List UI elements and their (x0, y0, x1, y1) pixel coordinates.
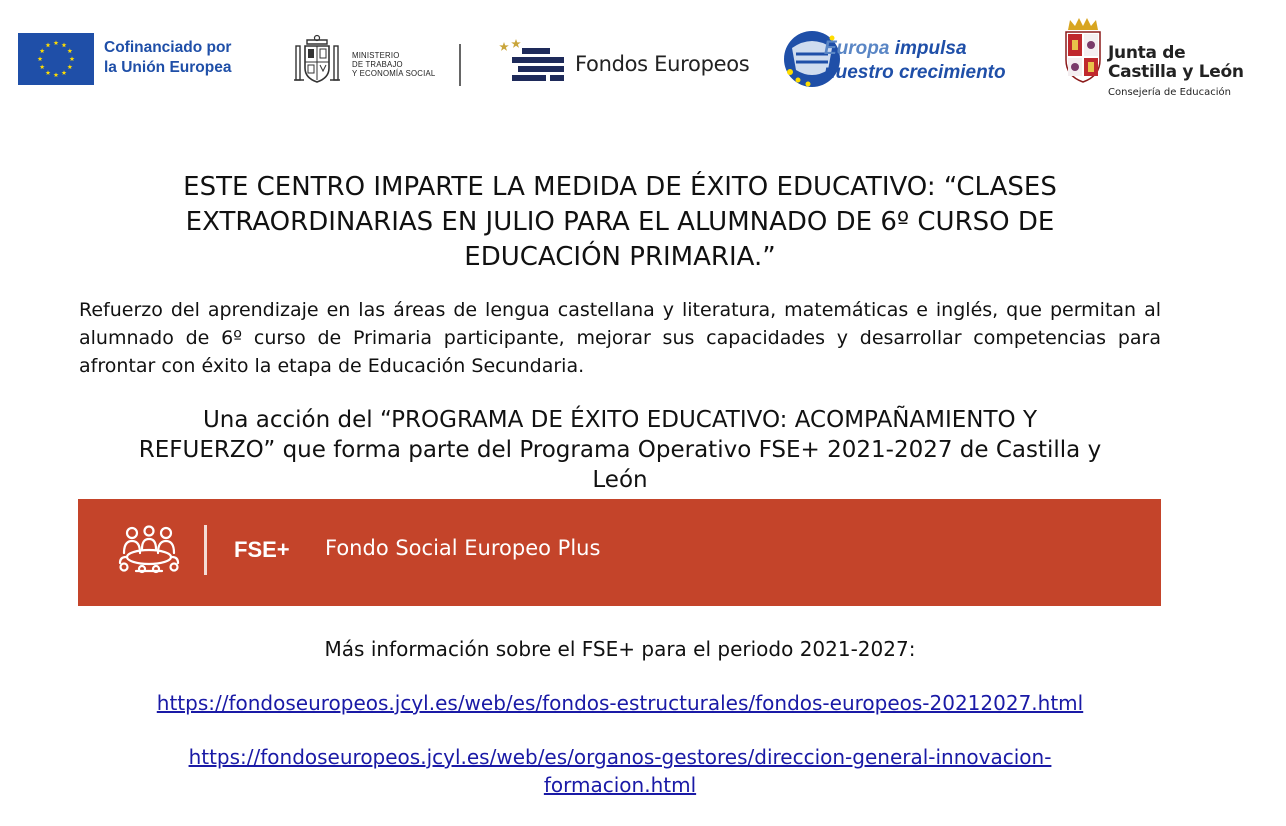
main-title-line2: EXTRAORDINARIAS EN JULIO PARA EL ALUMNADO DE 6º CURSO DE (185, 207, 1055, 237)
eu-logo-line1: Cofinanciado por (104, 39, 232, 56)
link2-line1[interactable]: https://fondoseuropeos.jcyl.es/web/es/organos-gestores/direccion-general-innovacion- (188, 745, 1052, 769)
castilla-leon-crest-icon (1062, 16, 1104, 86)
ministerio-text (352, 51, 435, 78)
ministerio-line2: DE TRABAJO (352, 60, 403, 69)
program-text (70, 405, 1170, 495)
link2-line2[interactable]: formacion.html (543, 773, 697, 797)
europa-line2: nuestro crecimiento (824, 62, 1006, 83)
direccion-general-innovacion-link[interactable] (110, 743, 1130, 799)
europa-word: Europa (824, 38, 890, 59)
ministerio-logo (292, 34, 464, 88)
main-title (80, 170, 1160, 275)
spanish-coat-of-arms-icon (292, 34, 342, 88)
junta-castilla-leon-logo (1062, 16, 1262, 104)
eu-logo-text (104, 38, 254, 78)
fse-full-name: Fondo Social Europeo Plus (325, 536, 601, 560)
europa-line1 (824, 37, 1006, 61)
jcyl-line2: Castilla y León (1108, 62, 1244, 82)
impulsa-word: impulsa (894, 38, 967, 59)
europa-impulsa-text (824, 37, 1006, 85)
program-text-line3: León (592, 467, 648, 493)
fondos-europeos-logo (496, 38, 758, 88)
fse-plus-banner (78, 499, 1161, 606)
more-info-text: Más información sobre el FSE+ para el periodo 2021-2027: (324, 637, 916, 661)
fondos-europeos-text: Fondos Europeos (575, 52, 750, 76)
main-title-line1: ESTE CENTRO IMPARTE LA MEDIDA DE ÉXITO EDUCATIVO: “CLASES (183, 172, 1057, 202)
description-paragraph: Refuerzo del aprendizaje en las áreas de lengua castellana y literatura, matemáticas e inglés, que permitan al alumnado de 6º curso de Primaria participante, mejorar sus capacidades y desarrollar competencias para afrontar con éxito la etapa de Educación Secundaria. (79, 299, 1161, 377)
jcyl-name (1108, 44, 1244, 82)
main-title-line3: EDUCACIÓN PRIMARIA.” (464, 242, 776, 272)
fse-banner-divider (204, 525, 207, 575)
jcyl-subtitle: Consejería de Educación (1108, 87, 1231, 98)
fondos-europeos-2021-2027-link[interactable]: https://fondoseuropeos.jcyl.es/web/es/fondos-estructurales/fondos-europeos-20212027.html (156, 691, 1084, 715)
eu-flag-icon (18, 33, 94, 85)
ministerio-line3: Y ECONOMÍA SOCIAL (352, 69, 436, 78)
logo-bar (0, 0, 1286, 110)
eu-cofinancing-logo (18, 33, 250, 85)
fondos-europeos-mark-icon (496, 38, 568, 88)
people-group-icon (116, 525, 182, 577)
jcyl-line1: Junta de (1108, 43, 1186, 63)
ministerio-divider (459, 44, 461, 86)
fse-label: FSE+ (234, 537, 290, 562)
eu-logo-line2: la Unión Europea (104, 59, 232, 76)
program-text-line2: REFUERZO” que forma parte del Programa Operativo FSE+ 2021-2027 de Castilla y (138, 437, 1102, 463)
ministerio-line1: MINISTERIO (352, 51, 400, 60)
europa-impulsa-logo (782, 28, 1032, 90)
program-text-line1: Una acción del “PROGRAMA DE ÉXITO EDUCATIVO: ACOMPAÑAMIENTO Y (202, 407, 1038, 433)
